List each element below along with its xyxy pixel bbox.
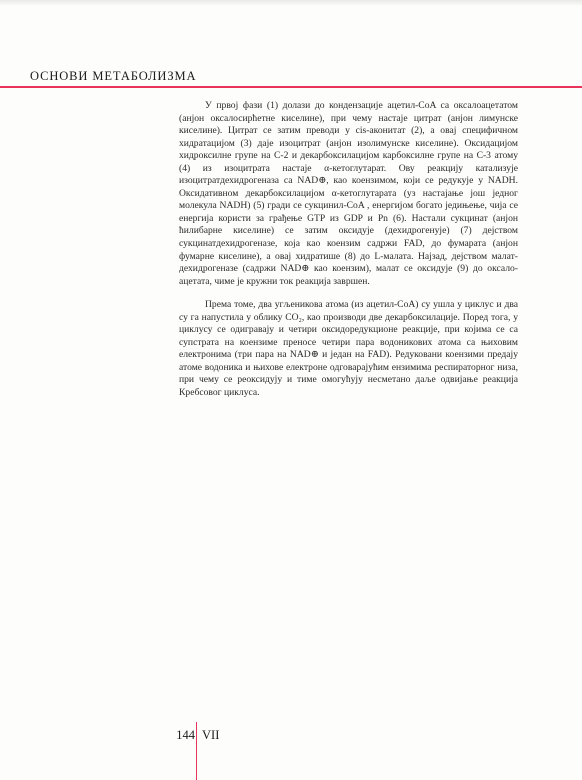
page-number: 144 <box>176 728 195 742</box>
header-rule <box>0 86 582 88</box>
running-head-title: ОСНОВИ МЕТАБОЛИЗМА <box>30 69 197 83</box>
page-top-edge <box>0 0 582 6</box>
body-text <box>179 100 518 400</box>
paragraph-krebs-phases: У првој фази (1) долази до кондензације ацетил-CoA са оксалоацетатом (анјон оксалосирћетне киселине), при чему настаје цитрат (анјон лимунске киселине). Цитрат се затим преводи у cis-аконитат (2), а овај специфичном хидратацијом (3) даје изоцитрат (анјон изолимунске киселине). Оксидацијом хидроксилне групе на C-2 и декарбоксилацијом карбоксилне групе на C-3 атому (4) из изоцитрата настаје α-кетоглутарат. Ову реакцију катализује изоцитратдехидрогеназа са NAD⊕, као коензимом, који се редукује у NADH. Оксидативном декарбоксилацијом α-кетоглутарата (уз настајање још једног молекула NADH) (5) гради се сукцинил-CoA , енергијом богато једињење, чија се енергија користи за грађење GTP из GDP и Pn (6). Настали сукцинат (анјон ћилибарне киселине) се затим оксидује (дехидрогенује) (7) дејством сукцинатдехидрогеназе, која као коензим садржи FAD, до фумарата (анјон фумарне киселине), а овај хидратише (8) до L-малата. Најзад, дејством малат-дехидрогеназе (садржи NAD⊕ као коензим), малат се оксидује (9) до оксало-ацетата, чиме је кружни ток реакција завршен. <box>179 100 518 287</box>
chapter-number: VII <box>202 728 220 742</box>
folio-rule <box>196 722 197 780</box>
paragraph-krebs-summary: Према томе, два угљеникова атома (из ацетил-CoA) су ушла у циклус и два су га напустила у облику CO₂, као производи две декарбоксилације. Поред тога, у циклусу се одигравају и четири оксидоредукционе реакције, при којима се са супстрата на коензиме преносе четири пара водоникових атома са њиховим електронима (три пара на NAD⊕ и један на FAD). Редуковани коензими предају атоме водоника и њихове електроне одговарајућим ензимима респираторног низа, при чему се реоксидују и тиме омогућују несметано даље одвијање реакција Кребсовог циклуса. <box>179 299 518 399</box>
